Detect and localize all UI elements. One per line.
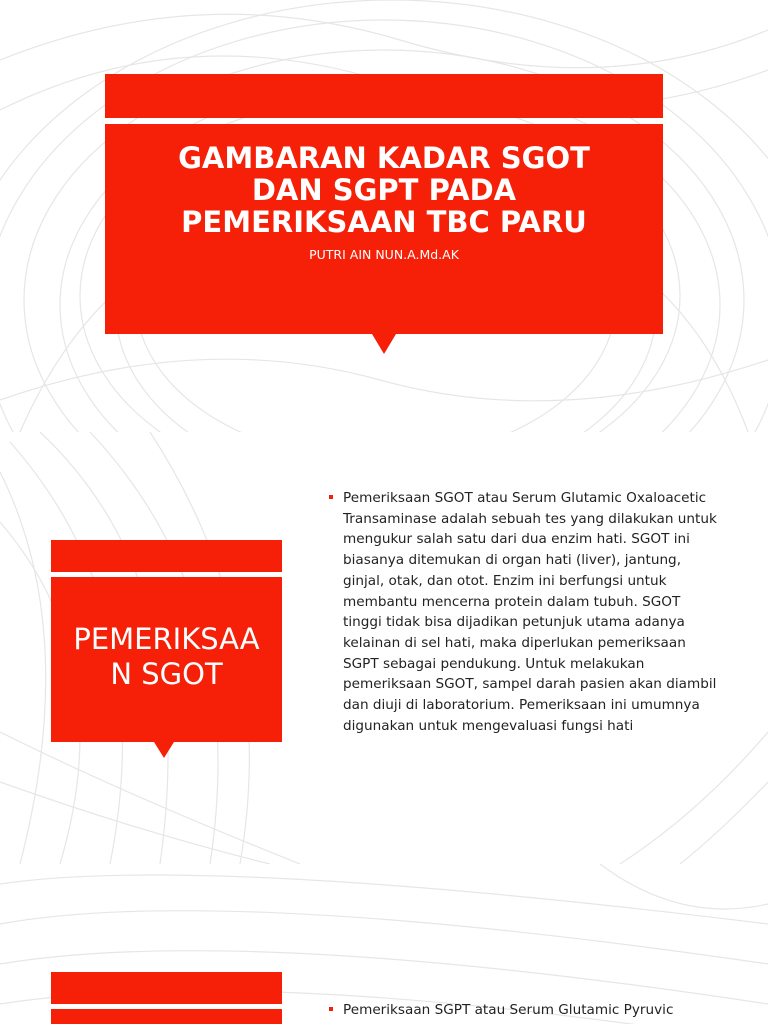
section-title: PEMERIKSAAN SGOT (73, 622, 260, 691)
section-box-pointer (154, 742, 174, 758)
slide-title: GAMBARAN KADAR SGOT DAN SGPT PADA PEMERIKSAAN TBC PARU (178, 141, 590, 239)
slide-2 (0, 432, 768, 864)
section-body-text: Pemeriksaan SGPT atau Serum Glutamic Pyruvic (343, 1002, 674, 1018)
title-box-top-band (105, 74, 663, 118)
section-box (51, 1009, 282, 1024)
title-box-pointer (372, 334, 396, 354)
section-box-top-band (51, 972, 282, 1004)
slide-3 (0, 864, 768, 1024)
slide-subtitle: PUTRI AIN NUN.A.Md.AK (309, 247, 459, 262)
bullet-marker (329, 495, 333, 499)
bullet-marker (329, 1007, 333, 1011)
section-body-text: Pemeriksaan SGOT atau Serum Glutamic Oxaloacetic Transaminase adalah sebuah tes yang dilakukan untuk mengukur salah satu dari dua enzim hati. SGOT ini biasanya ditemukan di organ hati (liver), jantung, ginjal, otak, dan otot. Enzim ini berfungsi untuk membantu mencerna protein dalam tubuh. SGOT tinggi tidak bisa dijadikan petunjuk utama adanya kelainan di sel hati, maka diperlukan pemeriksaan SGPT sebagai pendukung. Untuk melakukan pemeriksaan SGOT, sampel darah pasien akan diambil dan diuji di laboratorium. Pemeriksaan ini umumnya digunakan untuk mengevaluasi fungsi hati (343, 490, 717, 734)
slide-1 (0, 0, 768, 432)
section-box-top-band (51, 540, 282, 572)
